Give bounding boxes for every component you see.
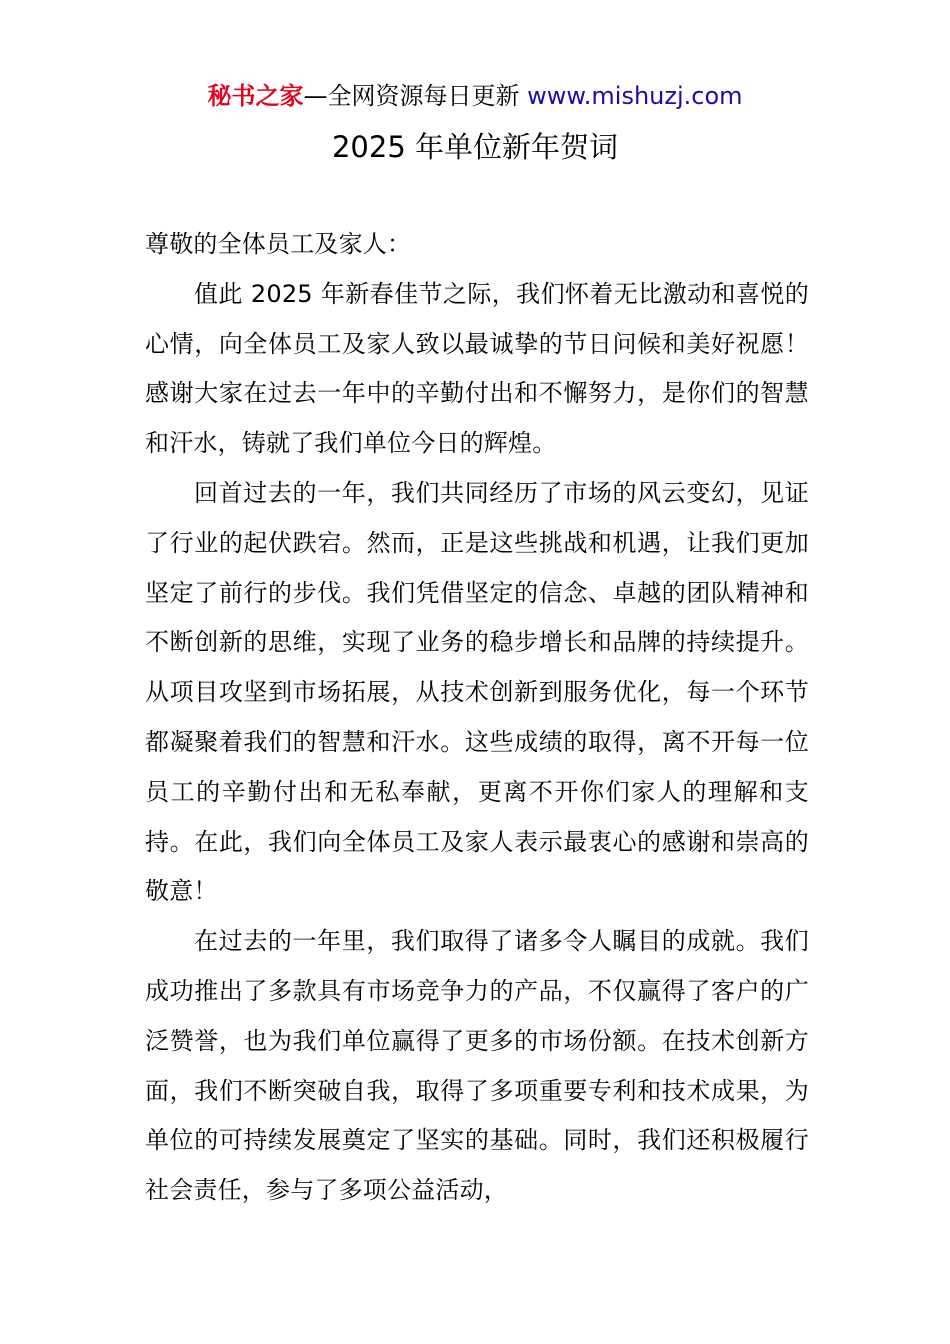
site-header xyxy=(0,80,950,112)
document-title: 2025 年单位新年贺词 xyxy=(331,130,619,164)
header-tagline: —全网资源每日更新 xyxy=(303,82,528,110)
site-url[interactable]: www.mishuzj.com xyxy=(527,82,743,110)
brand-name: 秘书之家 xyxy=(207,82,304,110)
document-body xyxy=(145,220,809,1216)
paragraph-1: 值此 2025 年新春佳节之际，我们怀着无比激动和喜悦的心情，向全体员工及家人致以最诚挚的节日问候和美好祝愿！感谢大家在过去一年中的辛勤付出和不懈努力，是你们的智慧和汗水，铸就了我们单位今日的辉煌。 xyxy=(145,279,809,458)
paragraph-3: 在过去的一年里，我们取得了诸多令人瞩目的成就。我们成功推出了多款具有市场竞争力的产品，不仅赢得了客户的广泛赞誉，也为我们单位赢得了更多的市场份额。在技术创新方面，我们不断突破自我，取得了多项重要专利和技术成果，为单位的可持续发展奠定了坚实的基础。同时，我们还积极履行社会责任，参与了多项公益活动， xyxy=(145,927,809,1205)
salutation: 尊敬的全体员工及家人： xyxy=(145,230,412,258)
paragraph-2: 回首过去的一年，我们共同经历了市场的风云变幻，见证了行业的起伏跌宕。然而，正是这些挑战和机遇，让我们更加坚定了前行的步伐。我们凭借坚定的信念、卓越的团队精神和不断创新的思维，实现了业务的稳步增长和品牌的持续提升。从项目攻坚到市场拓展，从技术创新到服务优化，每一个环节都凝聚着我们的智慧和汗水。这些成绩的取得，离不开每一位员工的辛勤付出和无私奉献，更离不开你们家人的理解和支持。在此，我们向全体员工及家人表示最衷心的感谢和崇高的敬意！ xyxy=(145,478,809,906)
